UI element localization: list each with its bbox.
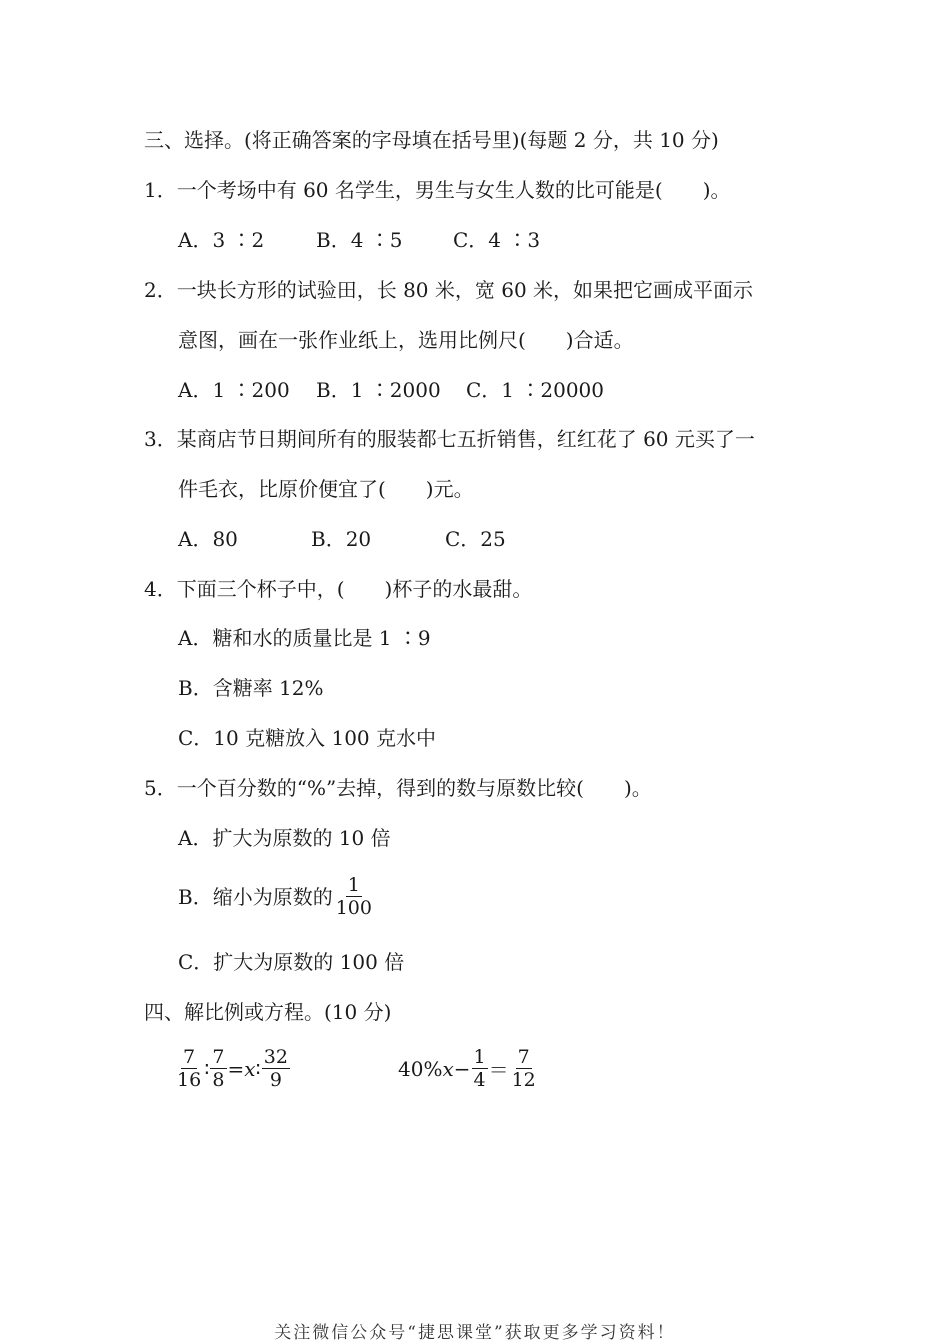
fraction-numerator: 1 <box>347 874 360 896</box>
q2-option-a: A．1 ∶200 <box>178 378 290 402</box>
question-2-text-line-2: 意图，画在一张作业纸上，选用比例尺( )合适。 <box>178 328 634 352</box>
q4-option-c: C．10 克糖放入 100 克水中 <box>178 726 436 750</box>
q2-option-b: B．1 ∶2000 <box>316 378 441 402</box>
eq1-equals: = <box>227 1056 245 1081</box>
q1-option-b: B．4 ∶5 <box>316 228 403 252</box>
q5-option-b-fraction <box>334 874 374 919</box>
q3-option-c: C．25 <box>445 527 506 551</box>
fraction-denominator: 9 <box>269 1069 282 1091</box>
q1-option-a: A．3 ∶2 <box>178 228 265 252</box>
fraction-denominator: 8 <box>212 1069 225 1091</box>
question-3-text-line-2: 件毛衣，比原价便宜了( )元。 <box>178 477 474 501</box>
eq2-minus: − <box>453 1056 471 1081</box>
eq1-colon-2: ∶ <box>255 1056 261 1081</box>
fraction-denominator: 16 <box>177 1069 202 1091</box>
q5-option-b-text: B．缩小为原数的 <box>178 884 333 909</box>
q3-option-a: A．80 <box>178 527 238 551</box>
footer-note: 关注微信公众号“捷思课堂”获取更多学习资料！ <box>274 1323 676 1343</box>
q1-option-c: C．4 ∶3 <box>453 228 541 252</box>
fraction-denominator: 100 <box>335 897 372 919</box>
fraction-numerator: 7 <box>183 1046 196 1068</box>
eq1-variable: x <box>244 1056 256 1081</box>
eq2-term: 40% <box>398 1056 443 1081</box>
fraction-denominator: 12 <box>511 1069 536 1091</box>
question-5-text: 5．一个百分数的“%”去掉，得到的数与原数比较( )。 <box>144 776 652 800</box>
question-3-text-line-1: 3．某商店节日期间所有的服装都七五折销售，红红花了 60 元买了一 <box>144 427 755 451</box>
fraction-numerator: 7 <box>212 1046 225 1068</box>
question-1-text: 1．一个考场中有 60 名学生，男生与女生人数的比可能是( )。 <box>144 178 731 202</box>
section-4-heading: 四、解比例或方程。(10 分) <box>144 1000 392 1024</box>
eq1-fraction-2 <box>210 1046 226 1091</box>
eq1-fraction-3 <box>262 1046 290 1091</box>
q2-option-c: C．1 ∶20000 <box>466 378 605 402</box>
q3-option-b: B．20 <box>311 527 372 551</box>
q5-option-c: C．扩大为原数的 100 倍 <box>178 950 405 974</box>
question-2-text-line-1: 2．一块长方形的试验田，长 80 米，宽 60 米，如果把它画成平面示 <box>144 278 754 302</box>
section-3-heading: 三、选择。(将正确答案的字母填在括号里)(每题 2 分，共 10 分) <box>144 128 719 152</box>
eq1-colon: ∶ <box>204 1056 210 1081</box>
fraction-denominator: 4 <box>473 1069 486 1091</box>
equation-1 <box>174 1046 291 1091</box>
fraction-numerator: 32 <box>263 1046 288 1068</box>
q4-option-a: A．糖和水的质量比是 1 ∶9 <box>178 626 431 650</box>
eq1-fraction-1 <box>175 1046 203 1091</box>
question-4-text: 4．下面三个杯子中，( )杯子的水最甜。 <box>144 577 533 601</box>
eq2-fraction-1 <box>472 1046 488 1091</box>
eq2-fraction-2 <box>510 1046 538 1091</box>
fraction-numerator: 1 <box>473 1046 486 1068</box>
equation-2 <box>398 1046 539 1091</box>
q5-option-b <box>178 874 375 919</box>
q4-option-b: B．含糖率 12% <box>178 676 324 700</box>
fraction-numerator: 7 <box>517 1046 530 1068</box>
q5-option-a: A．扩大为原数的 10 倍 <box>178 826 391 850</box>
eq2-variable: x <box>442 1056 454 1081</box>
eq2-equals: ＝ <box>488 1058 509 1082</box>
